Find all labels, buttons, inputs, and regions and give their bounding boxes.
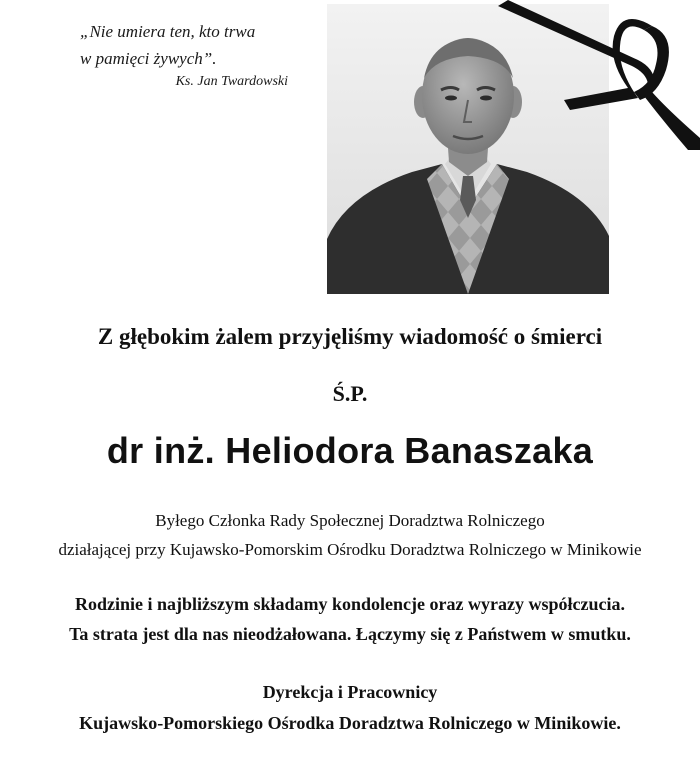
condolences-line-2: Ta strata jest dla nas nieodżałowana. Łączymy się z Państwem w smutku.	[69, 624, 631, 644]
announcement-intro: Z głębokim żalem przyjęliśmy wiadomość o śmierci	[97, 324, 603, 349]
quote-line-1: „Nie umiera ten, kto trwa	[80, 22, 256, 41]
role-line-2: działającej przy Kujawsko-Pomorskim Ośrodku Doradztwa Rolniczego w Minikowie	[58, 540, 642, 559]
quote-line-2: w pamięci żywych”.	[80, 49, 217, 68]
honorific: Ś.P.	[332, 381, 368, 406]
role-line-1: Byłego Członka Rady Społecznej Doradztwa Rolniczego	[155, 511, 545, 530]
epigraph-quote	[80, 18, 300, 92]
quote-author: Ks. Jan Twardowski	[175, 74, 288, 89]
condolences-line-1: Rodzinie i najbliższym składamy kondolencje oraz wyrazy współczucia.	[75, 594, 625, 614]
signature-line-2: Kujawsko-Pomorskiego Ośrodka Doradztwa Rolniczego w Minikowie.	[79, 713, 621, 733]
signature-line-1: Dyrekcja i Pracownicy	[262, 682, 438, 702]
deceased-name: dr inż. Heliodora Banaszaka	[106, 430, 594, 471]
mourning-ribbon-icon	[498, 0, 700, 150]
